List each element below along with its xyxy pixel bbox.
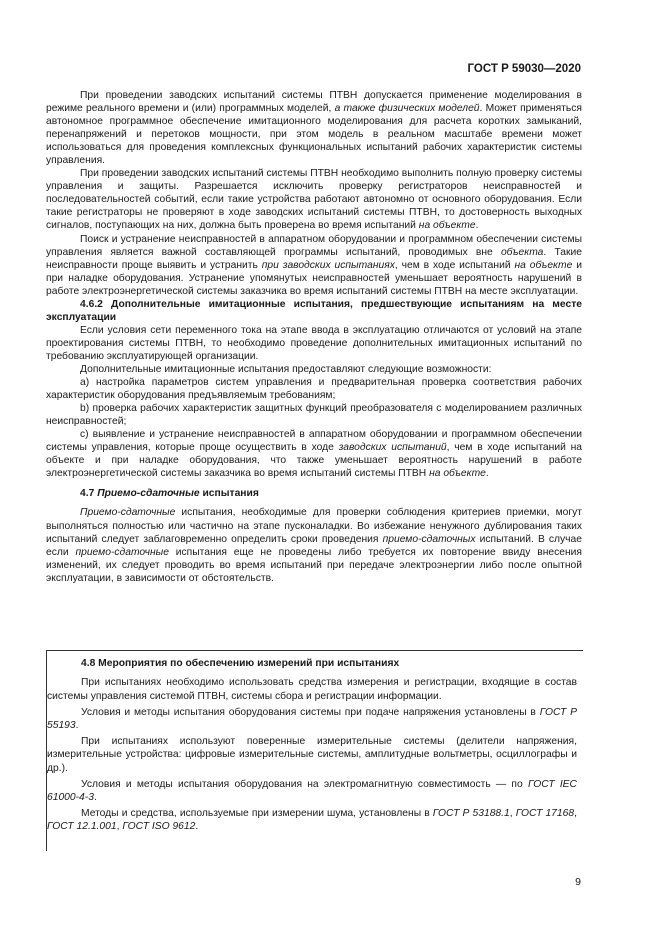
section-4-7-title: 4.7 Приемо-сдаточные испытания — [80, 488, 259, 500]
section-4-8-p3: При испытаниях используют поверенные измерительные системы (делители напряжения, измерительные устройства: цифровые измерительные системы, амплитудные вольтметры, осциллографы и др.). — [47, 736, 577, 774]
list-item-b: b) проверка рабочих характеристик защитных функций преобразователя с моделированием различных неисправностей; — [46, 403, 582, 428]
list-item-a: а) настройка параметров систем управления и предварительная проверка соответствия рабочих характеристик оборудования предъявляемым требованиям; — [46, 377, 582, 402]
section-4-8-p5: Методы и средства, используемые при измерении шума, установлены в ГОСТ Р 53188.1, ГОСТ 17168, ГОСТ 12.1.001, ГОСТ ISO 9612. — [47, 808, 577, 833]
section-4-8-p2: Условия и методы испытания оборудования системы при подаче напряжения установлены в ГОСТ Р 55193. — [47, 706, 577, 731]
list-item-c: с) выявление и устранение неисправностей в аппаратном оборудовании и программном обеспечении системы управления, которые проще осуществить в ходе заводских испытаний, чем в ходе испытаний на объекте и при наладке оборудования, что также уменьшает вероятность нарушений в работе электроэнергетической системы заказчика во время испытаний системы ПТВН на объекте. — [46, 429, 583, 480]
section-4-8-p4: Условия и методы испытания оборудования на электромагнитную совместимость — по ГОСТ IEC 61000-4-3. — [47, 778, 577, 804]
section-4-7-p1: Приемо-сдаточные испытания, необходимые для проверки соблюдения критериев приемки, могут выполняться полностью или частично на этапе пусконаладки. Во избежание ненужного дублирования таких испытаний следует заблаговременно определить сроки проведения приемо-сдаточных испытаний. В случае если приемо-сдаточные испытания еще не проведены либо требуется их повторение ввиду внесения изменений, их следует проводить во время испытаний при передаче электроэнергии либо после опытной эксплуатации, в зависимости от обстоятельств. — [46, 507, 582, 584]
section-4-6-2-title: 4.6.2 Дополнительные имитационные испытания, предшествующие испытаниям на месте эксплуатации — [46, 298, 582, 323]
section-4-6-2-p1: Если условия сети переменного тока на этапе ввода в эксплуатацию отличаются от условий на этапе проектирования системы ПТВН, то необходимо проведение дополнительных имитационных испытаний по требованию эксплуатирующей организации. — [46, 324, 582, 362]
paragraph-full-check: При проведении заводских испытаний системы ПТВН необходимо выполнить полную проверку системы управления и защиты. Разрешается исключить проверку регистраторов неисправностей и последовательностей событий, если такие устройства работают автономно от основного оборудования. Если такие регистраторы не проверяют в ходе заводских испытаний системы ПТВН, то достоверность выходных сигналов, поступающих на них, должна быть проверена во время испытаний на объекте. — [46, 168, 582, 232]
section-4-8-p1: При испытаниях необходимо использовать средства измерения и регистрации, входящие в состав системы управления системой ПТВН, системы сбора и регистрации информации. — [47, 677, 577, 702]
page-number: 9 — [575, 876, 581, 888]
section-4-8-box — [46, 650, 583, 851]
paragraph-modeling: При проведении заводских испытаний системы ПТВН допускается применение моделирования в режиме реального времени и (или) программных моделей, а также физических моделей. Может применяться автономное программное обеспечение имитационного моделирования для расчета коротких замыканий, перенапряжений и перетоков мощности, при этом модель в реальном масштабе времени может использоваться для проведения комплексных функциональных испытаний рабочих характеристик системы управления. — [46, 90, 582, 167]
paragraph-troubleshooting: Поиск и устранение неисправностей в аппаратном оборудовании и программном обеспечении системы управления является важной составляющей программы испытаний, проводимых вне объекта. Такие неисправности проще выявить и устранить при заводских испытаниях, чем в ходе испытаний на объекте и при наладке оборудования. Устранение упомянутых неисправностей уменьшает вероятность нарушений в работе электроэнергетической системы заказчика во время испытаний системы ПТВН на месте эксплуатации. — [46, 233, 582, 297]
section-4-8-title: 4.8 Мероприятия по обеспечению измерений при испытаниях — [81, 658, 400, 669]
main-text — [46, 89, 582, 585]
section-4-6-2-p2: Дополнительные имитационные испытания предоставляют следующие возможности: — [80, 363, 492, 375]
document-header-id: ГОСТ Р 59030—2020 — [467, 63, 581, 75]
